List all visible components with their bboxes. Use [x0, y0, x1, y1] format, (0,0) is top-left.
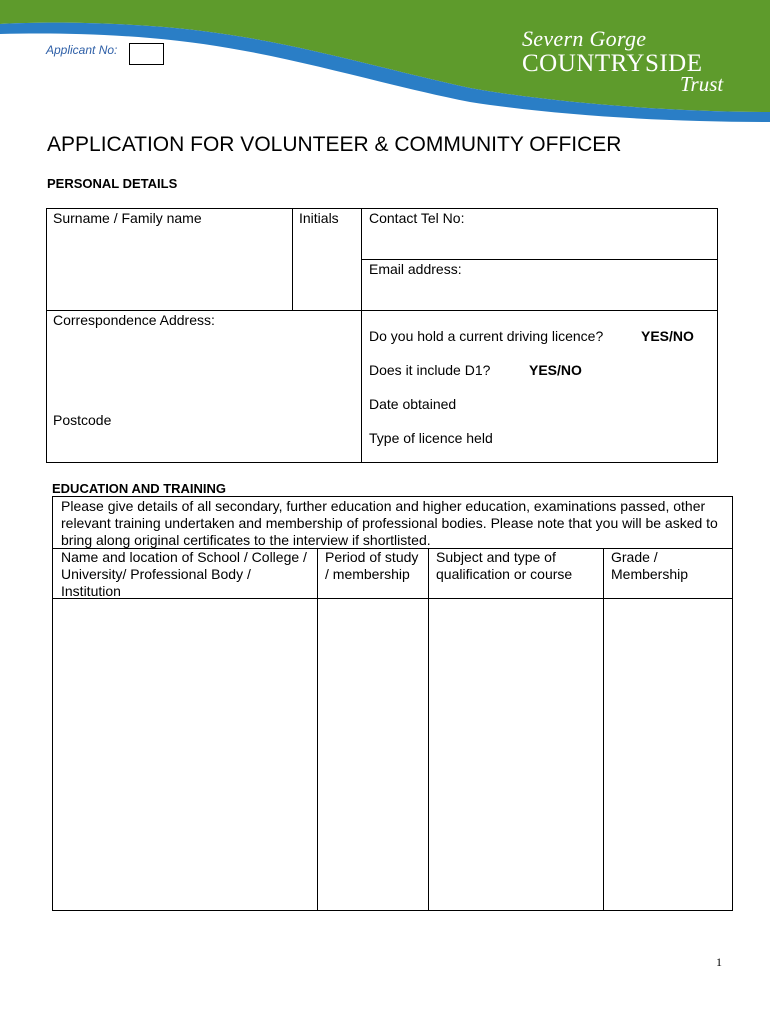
logo-line-trust: Trust: [680, 72, 724, 96]
column-header-grade: Grade / Membership: [611, 549, 689, 582]
institution-entry-field[interactable]: [53, 599, 317, 910]
personal-details-table: [46, 208, 718, 463]
grade-entry-field[interactable]: [604, 599, 732, 910]
document-title: APPLICATION FOR VOLUNTEER & COMMUNITY OFFICER: [47, 133, 622, 156]
logo-line-countryside: COUNTRYSIDE: [522, 50, 703, 77]
d1-yes-no[interactable]: YES/NO: [529, 362, 582, 378]
surname-field[interactable]: [47, 209, 292, 310]
applicant-no-label: Applicant No:: [46, 43, 118, 57]
initials-field[interactable]: [293, 209, 361, 310]
period-entry-field[interactable]: [318, 599, 428, 910]
education-intro-text: Please give details of all secondary, further education and higher education, examinations passed, other relevant training undertaken and membership of professional bodies. Please note that you will be asked to bring along original certificates to the interview if shortlisted.: [61, 498, 718, 548]
column-header-institution: Name and location of School / College / University/ Professional Body / Institution: [61, 549, 307, 599]
contact-tel-field[interactable]: [362, 209, 718, 259]
logo-line-severn-gorge: Severn Gorge: [522, 26, 647, 51]
email-label: Email address:: [369, 261, 462, 277]
postcode-label: Postcode: [53, 412, 112, 428]
address-field[interactable]: [47, 311, 361, 462]
surname-label: Surname / Family name: [53, 210, 202, 226]
driving-licence-question: Do you hold a current driving licence?: [369, 328, 604, 344]
applicant-no-field[interactable]: [129, 43, 164, 65]
date-obtained-label: Date obtained: [369, 396, 457, 412]
personal-details-heading: PERSONAL DETAILS: [47, 176, 178, 191]
column-header-subject: Subject and type of qualification or course: [436, 549, 573, 582]
licence-details-cell[interactable]: [362, 311, 718, 462]
d1-question: Does it include D1?: [369, 362, 491, 378]
subject-entry-field[interactable]: [429, 599, 603, 910]
licence-type-label: Type of licence held: [369, 430, 493, 446]
email-field[interactable]: [362, 260, 718, 310]
education-heading: EDUCATION AND TRAINING: [52, 481, 227, 496]
column-header-period: Period of study / membership: [325, 549, 419, 582]
education-table: [52, 496, 733, 911]
initials-label: Initials: [299, 210, 339, 226]
driving-licence-yes-no[interactable]: YES/NO: [641, 328, 694, 344]
address-label: Correspondence Address:: [53, 312, 215, 328]
page-number: 1: [716, 955, 722, 969]
contact-tel-label: Contact Tel No:: [369, 210, 465, 226]
